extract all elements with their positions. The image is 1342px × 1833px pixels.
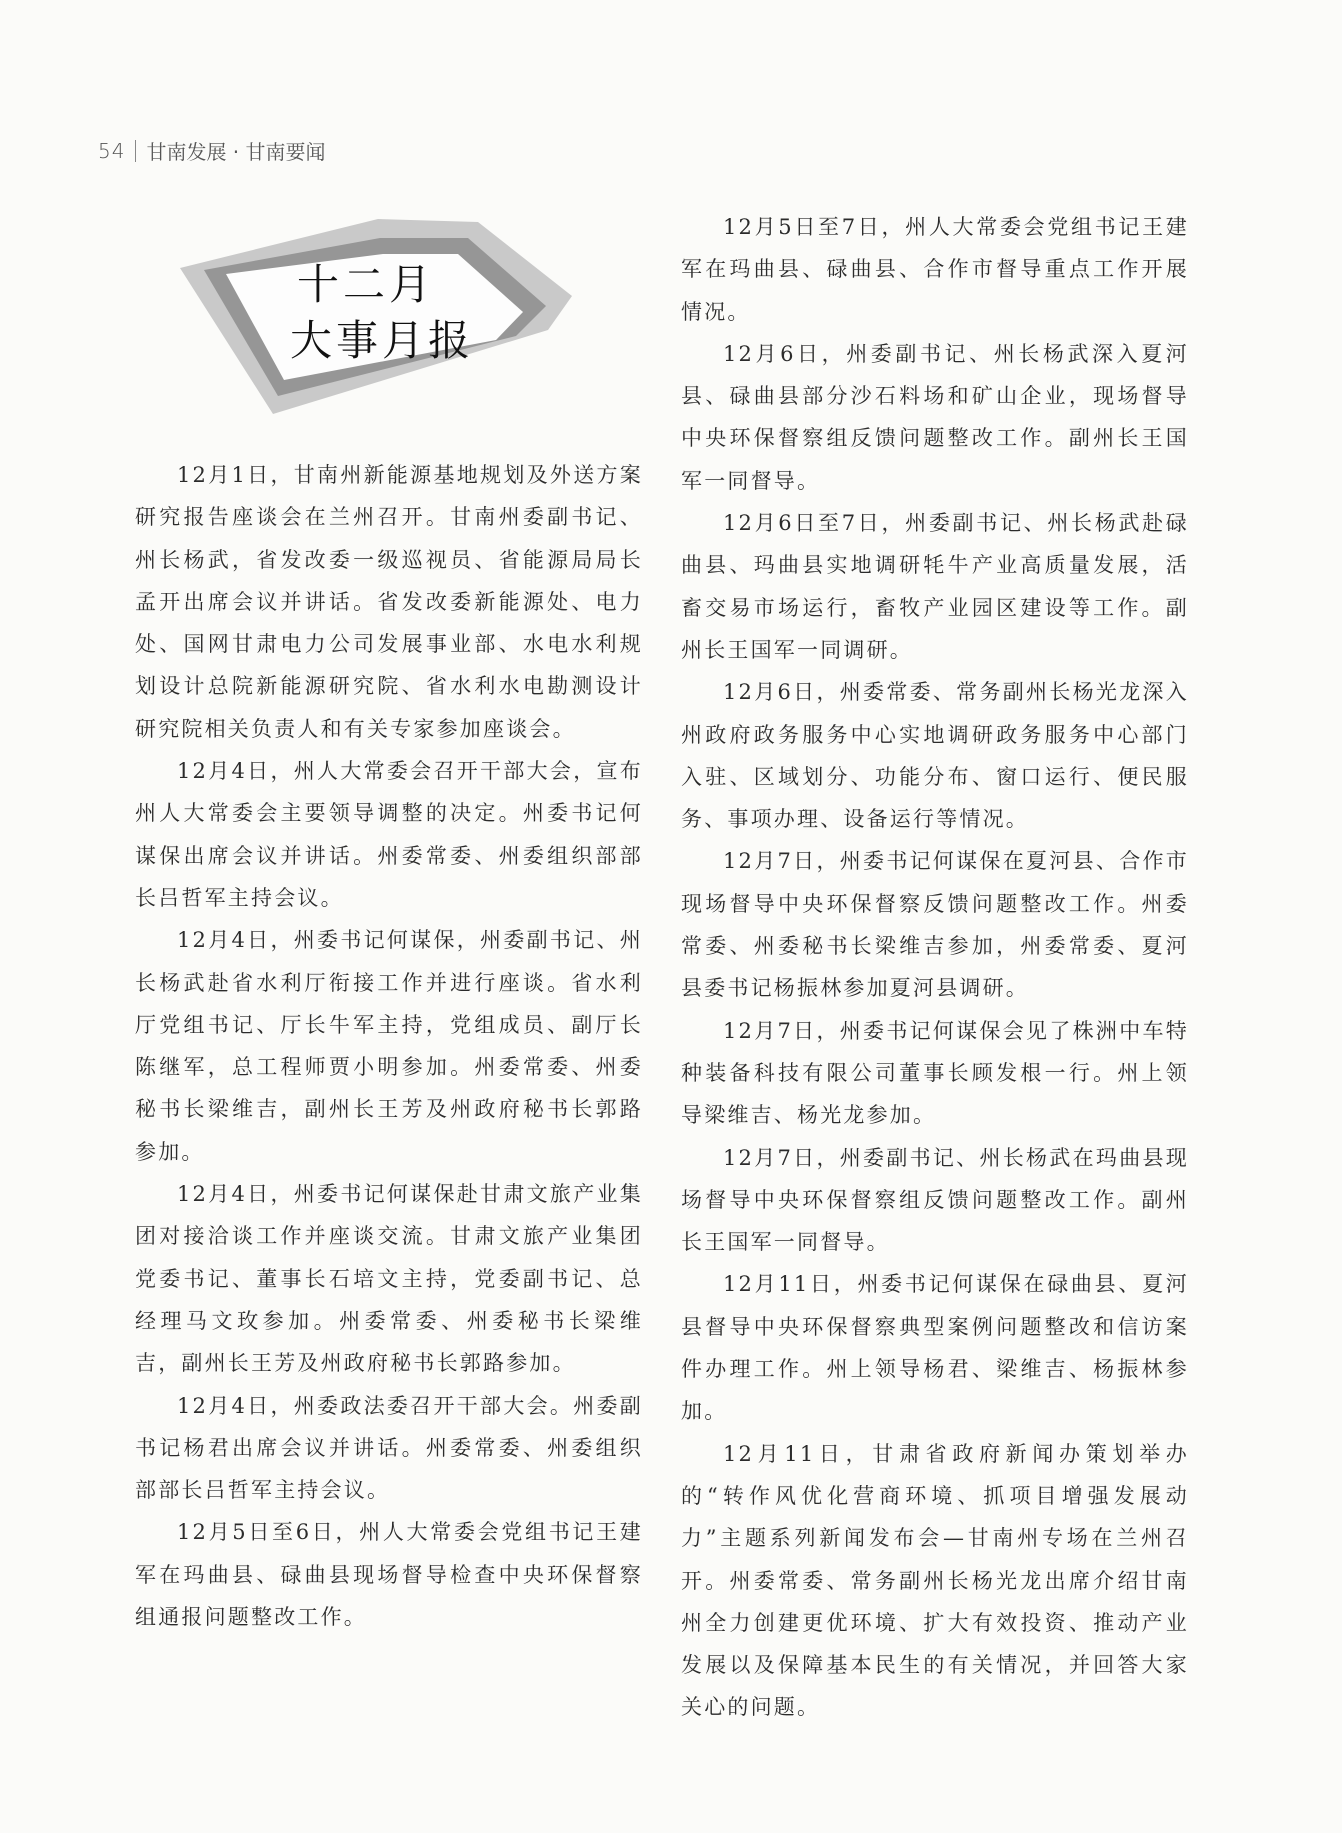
header-divider xyxy=(135,140,136,162)
badge-title-month: 十二月 xyxy=(296,260,435,309)
news-item: 12月11日，甘肃省政府新闻办策划举办的“转作风优化营商环境、抓项目增强发展动力”主题系列新闻发布会—甘南州专场在兰州召开。州委常委、常务副州长杨光龙出席介绍甘南州全力创建更优环境、扩大有效投资、推动产业发展以及保障基本民生的有关情况，并回答大家关心的问题。 xyxy=(681,1441,1189,1720)
section-title: 甘南发展 · 甘南要闻 xyxy=(146,140,326,164)
news-item: 12月6日，州委副书记、州长杨武深入夏河县、碌曲县部分沙石料场和矿山企业，现场督导中央环保督察组反馈问题整改工作。副州长王国军一同督导。 xyxy=(681,341,1189,493)
right-column xyxy=(681,206,1189,1729)
news-item: 12月7日，州委副书记、州长杨武在玛曲县现场督导中央环保督察组反馈问题整改工作。副州长王国军一同督导。 xyxy=(681,1145,1189,1255)
news-item: 12月5日至6日，州人大常委会党组书记王建军在玛曲县、碌曲县现场督导检查中央环保督察组通报问题整改工作。 xyxy=(135,1520,643,1630)
news-item: 12月7日，州委书记何谋保会见了株洲中车特种装备科技有限公司董事长顾发根一行。州上领导梁维吉、杨光龙参加。 xyxy=(681,1018,1189,1128)
news-item: 12月1日，甘南州新能源基地规划及外送方案研究报告座谈会在兰州召开。甘南州委副书记、州长杨武，省发改委一级巡视员、省能源局局长孟开出席会议并讲话。省发改委新能源处、电力处、国网甘肃电力公司发展事业部、水电水利规划设计总院新能源研究院、省水利水电勘测设计研究院相关负责人和有关专家参加座谈会。 xyxy=(135,463,643,741)
news-item: 12月4日，州人大常委会召开干部大会，宣布州人大常委会主要领导调整的决定。州委书记何谋保出席会议并讲话。州委常委、州委组织部部长吕哲军主持会议。 xyxy=(135,759,643,910)
left-column xyxy=(135,454,643,1638)
news-item: 12月11日，州委书记何谋保在碌曲县、夏河县督导中央环保督察典型案例问题整改和信访案件办理工作。州上领导杨君、梁维吉、杨振林参加。 xyxy=(681,1272,1189,1424)
news-item: 12月4日，州委政法委召开干部大会。州委副书记杨君出席会议并讲话。州委常委、州委组织部部长吕哲军主持会议。 xyxy=(135,1393,643,1503)
news-item: 12月4日，州委书记何谋保，州委副书记、州长杨武赴省水利厅衔接工作并进行座谈。省水利厅党组书记、厅长牛军主持，党组成员、副厅长陈继军，总工程师贾小明参加。州委常委、州委秘书长梁维吉，副州长王芳及州政府秘书长郭路参加。 xyxy=(135,928,643,1164)
news-item: 12月4日，州委书记何谋保赴甘肃文旅产业集团对接洽谈工作并座谈交流。甘肃文旅产业集团党委书记、董事长石培文主持，党委副书记、总经理马文玫参加。州委常委、州委秘书长梁维吉，副州长王芳及州政府秘书长郭路参加。 xyxy=(135,1182,643,1376)
news-item: 12月6日至7日，州委副书记、州长杨武赴碌曲县、玛曲县实地调研牦牛产业高质量发展，活畜交易市场运行，畜牧产业园区建设等工作。副州长王国军一同调研。 xyxy=(681,511,1189,662)
badge-title-report: 大事月报 xyxy=(289,316,474,365)
month-report-badge xyxy=(178,218,574,414)
page-header xyxy=(98,136,326,165)
news-item: 12月5日至7日，州人大常委会党组书记王建军在玛曲县、碌曲县、合作市督导重点工作开展情况。 xyxy=(681,215,1189,324)
page-number: 54 xyxy=(98,138,126,163)
news-item: 12月7日，州委书记何谋保在夏河县、合作市现场督导中央环保督察反馈问题整改工作。州委常委、州委秘书长梁维吉参加，州委常委、夏河县委书记杨振林参加夏河县调研。 xyxy=(681,849,1189,1001)
news-item: 12月6日，州委常委、常务副州长杨光龙深入州政府政务服务中心实地调研政务服务中心部门入驻、区域划分、功能分布、窗口运行、便民服务、事项办理、设备运行等情况。 xyxy=(681,680,1189,832)
